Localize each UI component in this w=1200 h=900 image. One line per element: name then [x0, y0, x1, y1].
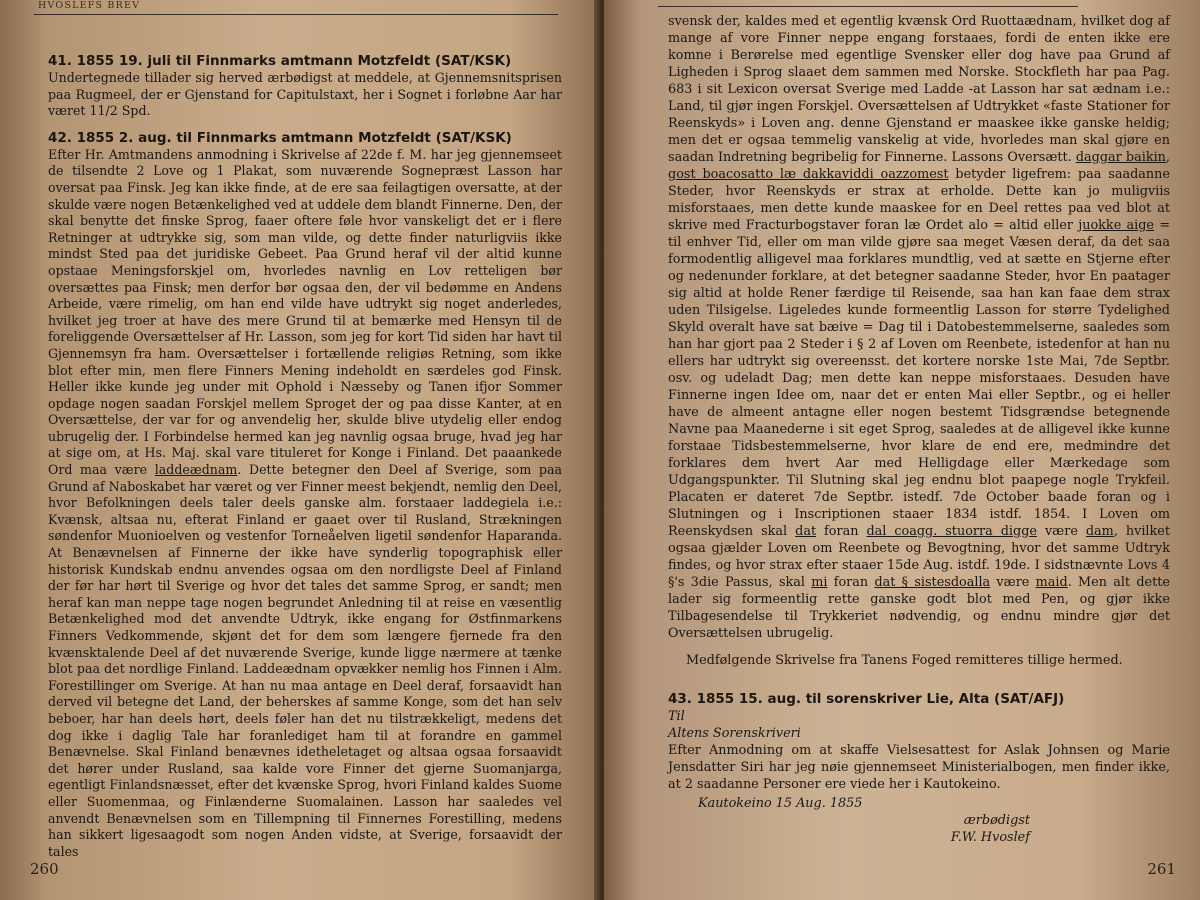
- entry-42-text: [48, 147, 562, 861]
- page-number-right: 261: [1147, 860, 1176, 878]
- underlined-term-6: dam: [1085, 524, 1114, 539]
- enclosure-note: Medfølgende Skrivelse fra Tanens Foged remitteres tillige hermed.: [686, 653, 1123, 668]
- cont-sep-1: ,: [1165, 150, 1170, 165]
- cont-text-6: , hvilket ogsaa gjælder Loven om Reenbete og Bevogtning, hvor det samme Udtryk findes, og hvor strax efter staaer 15de Aug. istdf. 19de. I sidstnævnte Lovs 4 §'s 3die Passus, skal: [668, 524, 1170, 590]
- entry-43-address: [668, 708, 1170, 742]
- entry-42-title: 42. 1855 2. aug. til Finnmarks amtmann Motzfeldt (SAT/KSK): [48, 129, 512, 146]
- entry-42-continuation: [668, 13, 1170, 642]
- underlined-term-5: dal coagg. stuorra digge: [866, 524, 1037, 539]
- underlined-term-8: dat § sistesdoalla: [874, 575, 991, 590]
- entry-42-text-part1: Efter Hr. Amtmandens anmodning i Skrivelse af 22de f. M. har jeg gjennemseet de tilsendte 2 Love og 1 Plakat, som nuværende Sognepræst Lasson har oversat paa Finsk. Jeg kan ikke finde, at de ere saa feilagtigen oversatte, at der skulde være nogen Betænkelighed ved at uddele dem blandt Finnerne. Den, der skal benytte det finske Sprog, faaer oftere føle hvor vanskeligt det er i flere Retninger at udtrykke sig, som man vilde, og dette finder naturligviis ikke mindst Sted paa det juridiske Gebeet. Paa Grund heraf vil der altid kunne opstaae Meningsforskjel om, hvorledes navnlig en Lov retteligen bør oversættes paa Finsk; men derfor bør ogsaa den, der vil bedømme en Andens Arbeide, være rimelig, om han end vilde have udtrykt sig noget anderledes, hvilket jeg troer at have des mere Grund til at bemærke med Hensyn til de foreliggende Oversættelser af Hr. Lasson, som jeg for kort Tid siden har havt til Gjennemsyn fra ham. Oversættelser i fortællende religiøs Retning, som ikke blot efter min, men flere Finners Mening indeholdt en særdeles god Finsk. Heller ikke kunde jeg under mit Ophold i Næsseby og Tanen ifjor Sommer opdage nogen saadan Forskjel mellem Sproget der og paa disse Kanter, at en Oversættelse, der var for og anvendelig her, skulde blive utydelig eller endog ubrugelig der. I Forbindelse hermed kan jeg navnlig ogsaa bruge, hvad jeg har at sige om, at Hs. Maj. skal vare tituleret for Konge i Finland. Det paaankede Ord maa være: [48, 146, 562, 478]
- cont-text-1: svensk der, kaldes med et egentlig kvænsk Ord Ruottaædnam, hvilket dog af mange af vore Finner neppe engang forstaaes, fordi de enten ikke ere komne i Berørelse med egentlige Svensker eller dog have paa Grund af Ligheden i Sprog slaaet dem sammen med Norske. Stockfleth har paa Pag. 683 i sit Lexicon oversat Sverige med Ladde -at Lasson har sat ædnam i.e.: Land, til gjør ingen Forskjel. Oversættelsen af Udtrykket «faste Stationer for Reenskyds» i Loven ang. denne Gjenstand er maaskee ikke ganske heldig; men det er ogsaa temmelig vanskelig at vide, hvorledes man skal gjøre en saadan Indretning begribelig for Finnerne. Lassons Oversætt.: [668, 14, 1170, 165]
- entry-43-title: 43. 1855 15. aug. til sorenskriver Lie, Alta (SAT/AFJ): [668, 691, 1065, 707]
- running-header: HVOSLEFS BREV: [34, 0, 558, 15]
- underlined-term-2: gost boacosatto læ dakkaviddi oazzomest: [668, 167, 949, 182]
- cont-text-2: betyder ligefrem: paa saadanne Steder, hvor Reenskyds er strax at erholde. Dette kan jo muligviis misforstaaes, men dette kunde maaskee for en Deel rettes paa ved blot at skrive med Fracturbogstaver foran læ Ordet alo = altid eller: [668, 167, 1170, 233]
- page-number-left: 260: [30, 860, 59, 878]
- right-page: [604, 0, 1200, 900]
- entry-43-closing: ærbødigst: [963, 813, 1030, 828]
- entry-43-addressee: Altens Sorenskriveri: [668, 726, 801, 741]
- underlined-term-4: dat: [795, 524, 817, 539]
- underlined-term-1: daggar baikin: [1075, 150, 1166, 165]
- entry-43-to: Til: [668, 709, 685, 724]
- entry-41-text: Undertegnede tillader sig herved ærbødigst at meddele, at Gjennemsnitsprisen paa Rugmeel, der er Gjenstand for Capitulstaxt, her i Sognet i forløbne Aar har været 11/2 Spd.: [48, 70, 562, 119]
- underlined-word-laddeaednam: laddeædnam: [154, 462, 238, 478]
- entry-43-place-date: Kautokeino 15 Aug. 1855: [698, 796, 863, 811]
- cont-text-5: være: [1036, 524, 1086, 539]
- entry-43-signature: F.W. Hvoslef: [950, 830, 1030, 845]
- cont-text-3: = til enhver Tid, eller om man vilde gjøre saa meget Væsen deraf, da det saa formodentlig alligevel maa forklares mundtlig, ved at sætte en Stjerne efter og nedenunder forklare, at det betegner saadanne Steder, hvor En paatager sig altid at holde Rener færdige til Reisende, saa han kan faae dem strax uden Tilsigelse. Ligeledes kunde formeentlig Lasson for større Tydelighed Skyld overalt have sat bæive = Dag til i Datobestemmelserne, saaledes som han har gjort paa 2 Steder i § 2 af Loven om Reenbete, istedenfor at han nu ellers har udtrykt sig overeensst. det kortere norske 1ste Mai, 7de Septbr. osv. og udeladt Dag; men dette kan neppe misforstaaes. Desuden have Finnerne ingen Idee om, naar det er enten Mai eller Septbr., og ei heller have de almeent antagne eller nogen bestemt Tidsgrændse betegnende Navne paa Maanederne i sit eget Sprog, saaledes at de alligevel ikke kunne forstaae Tidsbestemmelserne, hvor klare de end ere, medmindre det forklares dem hvert Aar med Helligdage eller Mærkedage som Udgangspunkter. Til Slutning skal jeg endnu blot paapege nogle Trykfeil. Placaten er dateret 7de Septbr. istedf. 7de October baade foran og i Slutningen og i Inscriptionen staaer 1834 istdf. 1854. I Loven om Reenskydsen skal: [668, 218, 1170, 539]
- top-rule: [658, 0, 1078, 7]
- cont-text-7: foran: [827, 575, 875, 590]
- underlined-term-9: maid: [1035, 575, 1068, 590]
- cont-text-4: foran: [816, 524, 867, 539]
- cont-text-8: være: [990, 575, 1036, 590]
- entry-43-text: Efter Anmodning om at skaffe Vielsesattest for Aslak Johnsen og Marie Jensdatter Siri har jeg nøie gjennemseet Ministerialbogen, men finder ikke, at 2 saadanne Personer ere viede her i Kautokeino.: [668, 743, 1170, 792]
- underlined-term-3: juokke aige: [1078, 218, 1155, 233]
- cont-text-9: . Men alt dette lader sig formeentlig rette ganske godt blot med Pen, og gjør ikke Tilbagesendelse til Trykkeriet nødvendig, og endnu mindre gjør det Oversættelsen ubrugelig.: [668, 575, 1170, 641]
- entry-42-text-part2: . Dette betegner den Deel af Sverige, som paa Grund af Naboskabet har været og ver Finner meest bekjendt, nemlig den Deel, hvor Befolkningen deels taler deels ganske alm. forstaaer laddegiela i.e.: Kvænsk, altsaa nu, efterat Finland er gaaet over til Rusland, Strækningen søndenfor Muonioelven og vestenfor Torneåelven ligetil søndenfor Haparanda. At Benævnelsen af Finnerne der ikke have synderlig topographisk eller historisk Kundskab endnu anvendes ogsaa om den nordligste Deel af Finland der før har hørt til Sverige og hvor det tales det samme Sprog, er sandt; men heraf kan man neppe tage nogen begrundet Anledning til at reise en væsentlig Betænkelighed mod det anvendte Udtryk, ikke engang for Østfinmarkens Finners Vedkommende, skjønt det for dem som længere fjernede fra den kvænsktalende Deel af det nuværende Sverige, kunde ligge nærmere at tænke blot paa det nordlige Finland. Laddeædnam opvækker nemlig hos Finnen i Alm. Forestillinger om Sverige. At han nu maa antage en Deel deraf, forsaavidt han derved vil betegne det Land, der beherskes af samme Konge, som det han selv beboer, har han deels hørt, deels føler han det nu tilstrækkeligt, medens det dog ikke i daglig Tale har foranlediget ham til at forandre en gammel Benævnelse. Skal Finland benævnes idetheletaget og altsaa ogsaa forsaavidt det hører under Rusland, saa kalde vore Finner det gjerne Suomanjarga, egentligt Finlandsnæsset, efter det kvænske Sprog, hvori Finland kaldes Suome eller Suomenmaa, og Finlænderne Suomalainen. Lasson har saaledes vel anvendt Benævnelsen som en Tillempning til Finnernes Forestilling, medens han sikkert ligesaagodt som nogen Anden vidste, at Sverige, forsaavidt der tales: [48, 462, 562, 859]
- underlined-term-7: mi: [811, 575, 828, 590]
- entry-41-title: 41. 1855 19. juli til Finnmarks amtmann Motzfeldt (SAT/KSK): [48, 53, 512, 69]
